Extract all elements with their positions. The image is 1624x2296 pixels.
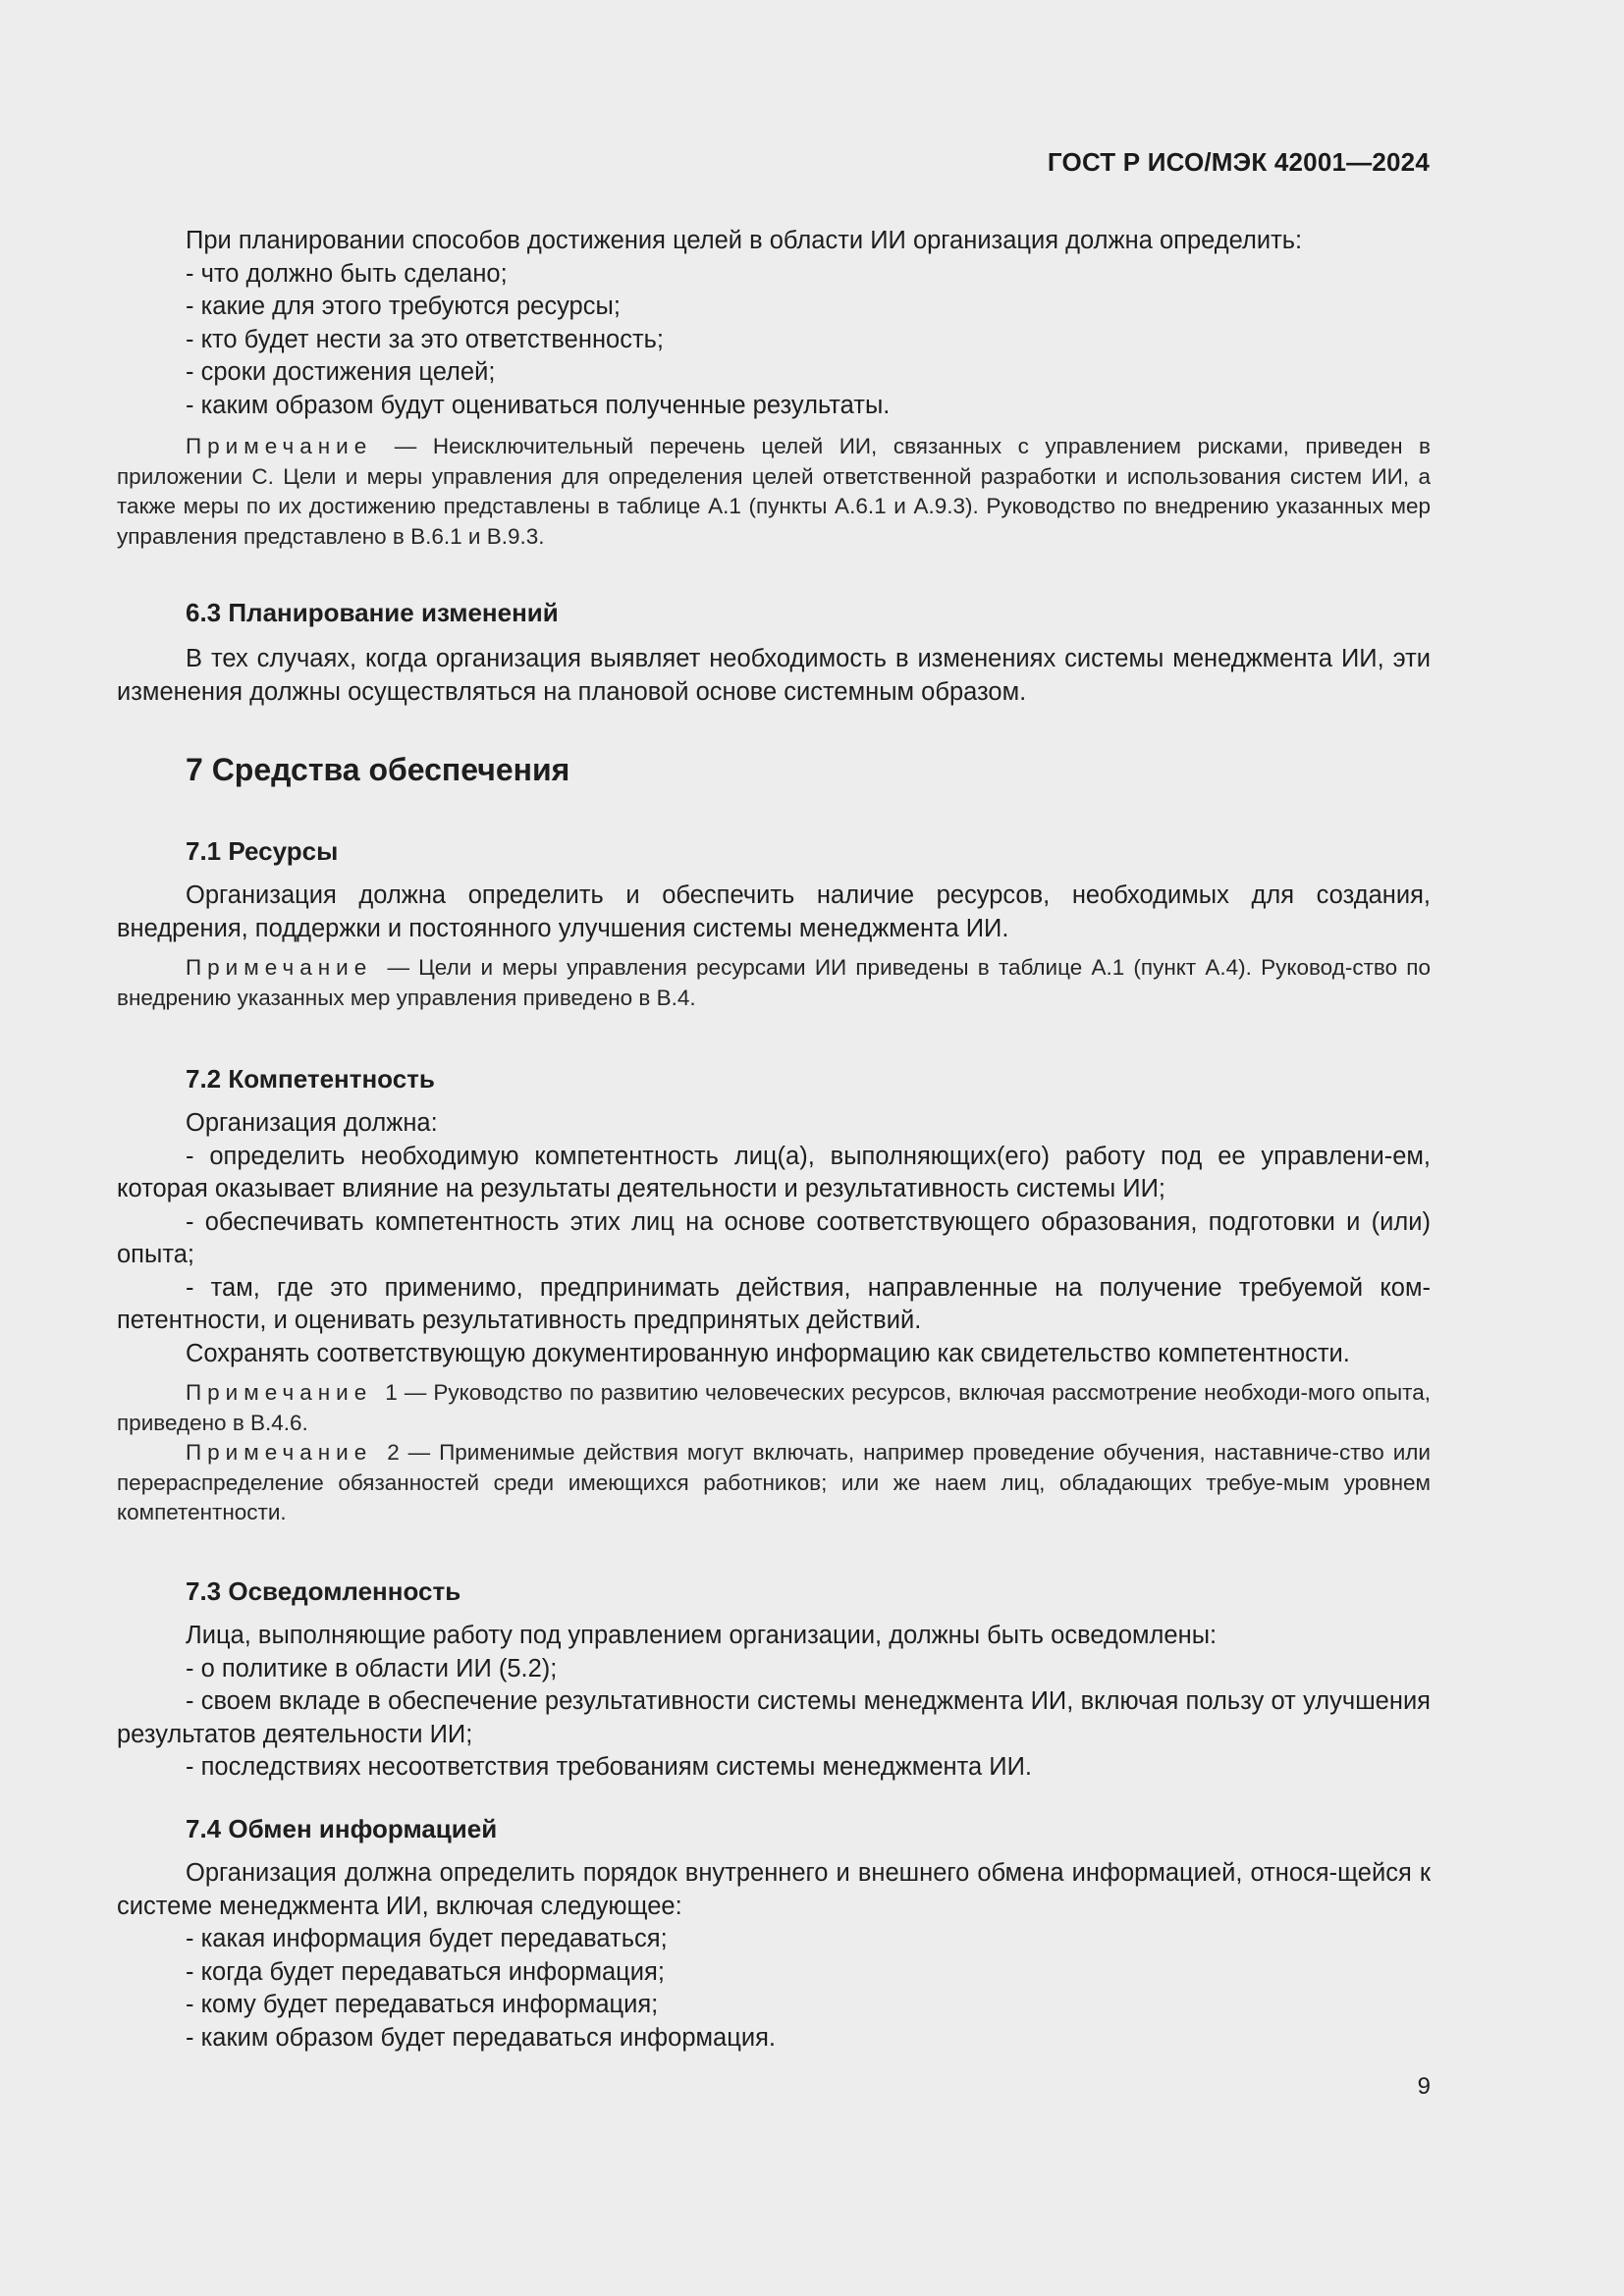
note-label: Примечание (186, 955, 373, 980)
section-text: Организация должна определить и обеспечить наличие ресурсов, необходимых для создания, внедрения, поддержки и постоянного улучшения системы менеджмента ИИ. (117, 881, 1431, 942)
intro-lead: При планировании способов достижения целей в области ИИ организация должна определить: (186, 227, 1303, 254)
section-7-3 (117, 1575, 1431, 1785)
note-text: — Неисключительный перечень целей ИИ, связанных с управлением рисками, приведен в приложении C. Цели и меры управления для определения целей ответственной разработки и использования систем ИИ, а также меры по их достижению представлены в таблице A.1 (пункты A.6.1 и A.9.3). Руководство по внедрению указанных мер управления представлено в B.6.1 и B.9.3. (117, 434, 1431, 549)
note-label: Примечание (186, 434, 373, 458)
section-note (117, 1378, 1431, 1438)
document-code-header: ГОСТ Р ИСО/МЭК 42001—2024 (1047, 147, 1430, 177)
note-text: 2 — Применимые действия могут включать, например проведение обучения, наставниче-ство или перераспределение обязанностей среди имеющихся работников; или же наем лиц, обладающих требуе-мым уровнем компетентности. (117, 1440, 1431, 1524)
note-label: Примечание (186, 1380, 373, 1405)
section-heading: 7.1 Ресурсы (186, 836, 339, 866)
section-heading: 7.4 Обмен информацией (186, 1814, 498, 1843)
list-item: - последствиях несоответствия требованиям системы менеджмента ИИ. (186, 1753, 1032, 1781)
list-item: - о политике в области ИИ (5.2); (186, 1654, 558, 1682)
section-note (117, 953, 1431, 1013)
intro-item: - каким образом будут оцениваться полученные результаты. (186, 391, 891, 419)
section-text: В тех случаях, когда организация выявляет необходимость в изменениях системы менеджмента ИИ, эти изменения должны осуществляться на плановой основе системным образом. (117, 645, 1431, 706)
intro-item: - сроки достижения целей; (186, 358, 496, 386)
section-tail: Сохранять соответствующую документированную информацию как свидетельство компетентности. (186, 1339, 1350, 1367)
intro-item: - какие для этого требуются ресурсы; (186, 293, 621, 320)
section-heading: 7.3 Осведомленность (186, 1576, 461, 1606)
section-lead: Организация должна: (186, 1109, 438, 1137)
list-item: - кому будет передаваться информация; (186, 1991, 659, 2018)
chapter-heading: 7 Средства обеспечения (186, 752, 570, 787)
intro-item: - кто будет нести за это ответственность; (186, 325, 665, 353)
list-item: - обеспечивать компетентность этих лиц на основе соответствующего образования, подготовки и (или) опыта; (117, 1207, 1431, 1268)
intro-item: - что должно быть сделано; (186, 259, 508, 288)
section-7-2 (117, 1062, 1431, 1528)
section-heading: 6.3 Планирование изменений (186, 598, 559, 627)
list-item: - какая информация будет передаваться; (186, 1925, 668, 1952)
list-item: - когда будет передаваться информация; (186, 1957, 665, 1986)
list-item: - там, где это применимо, предпринимать действия, направленные на получение требуемой ком-петентности, и оценивать результативность предпринятых действий. (117, 1273, 1431, 1334)
section-lead: Организация должна определить порядок внутреннего и внешнего обмена информацией, относя-щейся к системе менеджмента ИИ, включая следующее: (117, 1859, 1431, 1920)
intro-note (117, 432, 1431, 552)
intro-section (117, 225, 1431, 552)
page-number: 9 (1417, 2073, 1431, 2100)
note-label: Примечание (186, 1440, 373, 1465)
note-text: 1 — Руководство по развитию человеческих ресурсов, включая рассмотрение необходи-мого опыта, приведено в B.4.6. (117, 1380, 1431, 1435)
chapter-7 (117, 750, 1431, 789)
list-item: - определить необходимую компетентность лиц(а), выполняющих(его) работу под ее управлени-ем, которая оказывает влияние на результаты деятельности и результативность системы ИИ; (117, 1142, 1431, 1202)
section-7-4 (117, 1812, 1431, 2055)
section-heading: 7.2 Компетентность (186, 1064, 435, 1094)
section-note (117, 1438, 1431, 1528)
note-text: — Цели и меры управления ресурсами ИИ приведены в таблице A.1 (пункт A.4). Руковод-ство по внедрению указанных мер управления приведено в B.4. (117, 955, 1431, 1010)
section-lead: Лица, выполняющие работу под управлением организации, должны быть осведомлены: (186, 1622, 1218, 1649)
list-item: - каким образом будет передаваться информация. (186, 2023, 776, 2052)
list-item: - своем вкладе в обеспечение результативности системы менеджмента ИИ, включая пользу от улучшения результатов деятельности ИИ; (117, 1687, 1431, 1748)
section-7-1 (117, 834, 1431, 1013)
section-6-3 (117, 596, 1431, 709)
